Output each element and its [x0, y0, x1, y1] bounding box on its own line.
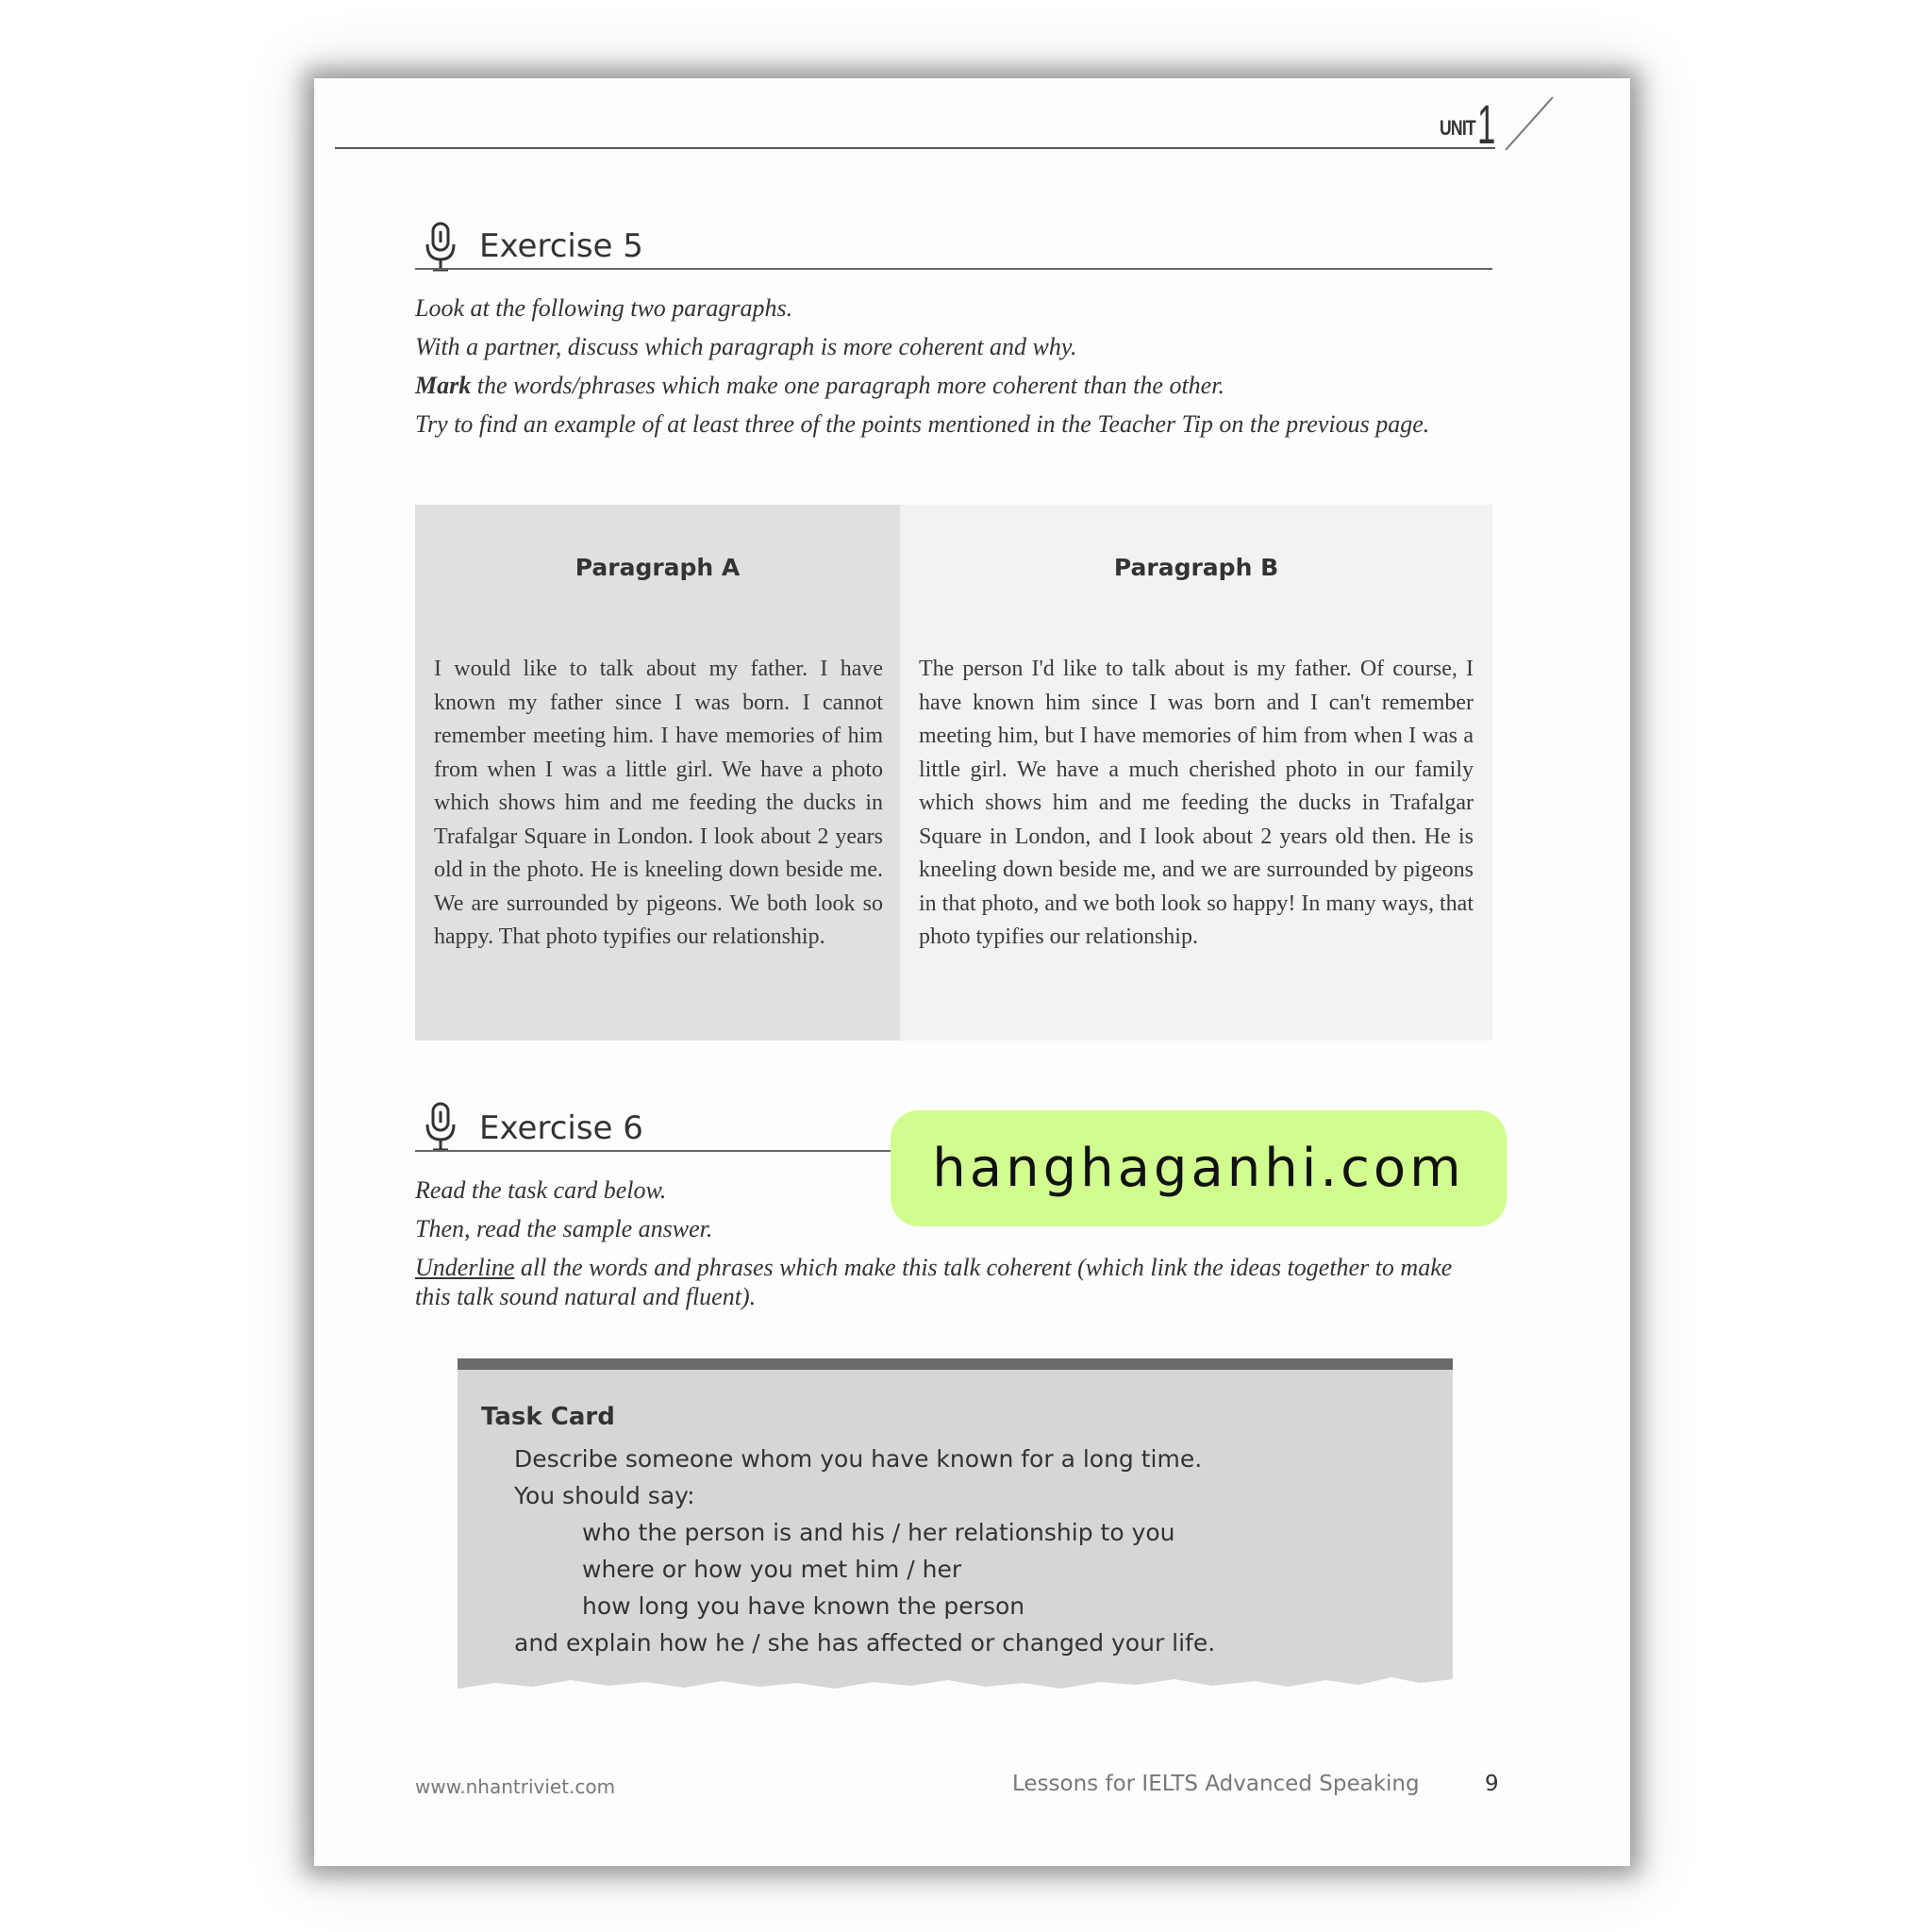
exercise-6-title: Exercise 6: [479, 1109, 643, 1147]
microphone-icon: [422, 1102, 459, 1153]
task-card-explain: and explain how he / she has affected or changed your life.: [514, 1629, 1216, 1657]
exercise-6-instruction-2: Then, read the sample answer.: [415, 1215, 713, 1242]
mark-word: Mark: [415, 372, 472, 399]
book-page: [314, 78, 1630, 1866]
task-card: [458, 1358, 1453, 1691]
exercise-5-instruction-2: With a partner, discuss which paragraph is more coherent and why.: [415, 333, 1077, 360]
task-card-should-say: You should say:: [514, 1482, 695, 1509]
paragraph-a-text: I would like to talk about my father. I have known my father since I was born. I cannot remember meeting him. I have memories of him from when I was a little girl. We have a photo which shows him and me feeding the ducks in Trafalgar Square in London. I look about 2 years old in the photo. He is kneeling down beside me. We are surrounded by pigeons. We both look so happy. That photo typifies our relationship.: [434, 657, 883, 949]
footer-website: www.nhantriviet.com: [415, 1775, 616, 1798]
exercise-5-title: Exercise 5: [479, 227, 643, 265]
task-card-point-1: who the person is and his / her relationship to you: [582, 1519, 1175, 1546]
watermark-banner: [891, 1110, 1507, 1226]
underline-word: Underline: [415, 1254, 515, 1281]
paragraph-a-title: Paragraph A: [575, 554, 741, 581]
task-card-prompt: Describe someone whom you have known for a long time.: [514, 1445, 1203, 1473]
exercise-5-rule: [415, 268, 1492, 270]
unit-number: 1: [1477, 94, 1496, 156]
task-card-body: [458, 1370, 1453, 1674]
page-number: 9: [1485, 1772, 1499, 1796]
task-card-point-2: where or how you met him / her: [582, 1556, 962, 1583]
footer-book-title: Lessons for IELTS Advanced Speaking: [1012, 1772, 1420, 1796]
exercise-5-instruction-4: Try to find an example of at least three of the points mentioned in the Teacher Tip on the previous page.: [415, 410, 1430, 438]
exercise-6-instruction-3: Underline all the words and phrases which make this talk coherent (which link the ideas together to make this talk sound natural and fluent).: [415, 1254, 1453, 1310]
microphone-icon: [422, 222, 459, 273]
paragraph-comparison: [415, 505, 1492, 1041]
exercise-6-instruction-1: Read the task card below.: [415, 1176, 667, 1204]
paragraph-b-panel: [900, 505, 1492, 1041]
torn-paper-edge: [458, 1666, 1453, 1696]
paragraph-a-panel: [415, 505, 900, 1041]
paragraph-b-text: The person I'd like to talk about is my father. Of course, I have known him since I was born and I can't remember meeting him, but I have memories of him from when I was a little girl. We have a much cherished photo in our family which shows him and me feeding the ducks in Trafalgar Square in London, and I look about 2 years old then. He is kneeling down beside me, and we are surrounded by pigeons in that photo, and we both look so happy! In many ways, that photo typifies our relationship.: [919, 657, 1474, 949]
task-card-point-3: how long you have known the person: [582, 1592, 1025, 1620]
task-card-title: Task Card: [481, 1403, 615, 1431]
exercise-5-instruction-3: Mark the words/phrases which make one paragraph more coherent than the other.: [415, 372, 1224, 399]
unit-label: UNIT: [1440, 116, 1475, 140]
watermark-text: hanghaganhi.com: [932, 1138, 1465, 1199]
exercise-5-instruction-1: Look at the following two paragraphs.: [415, 294, 793, 322]
task-card-top-bar: [458, 1358, 1453, 1370]
paragraph-b-title: Paragraph B: [1113, 554, 1279, 581]
header-slash-decoration: [1501, 95, 1557, 152]
header-rule: [335, 147, 1495, 149]
